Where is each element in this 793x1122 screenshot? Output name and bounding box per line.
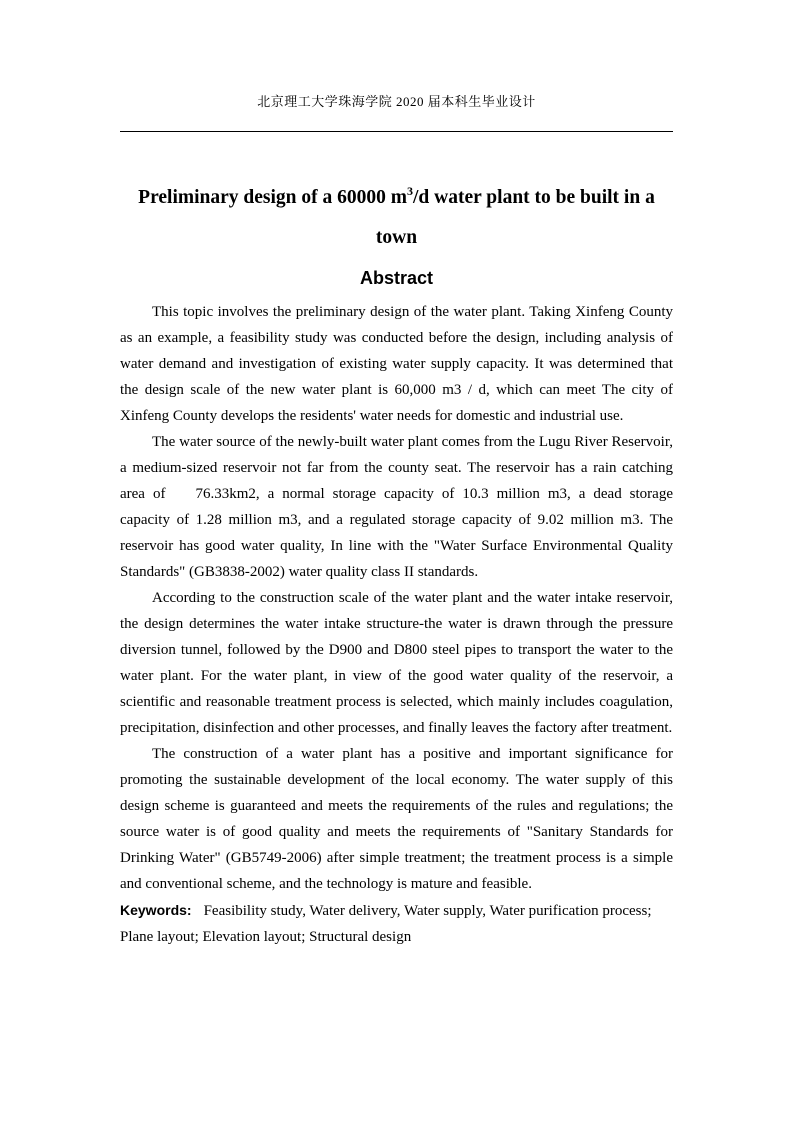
- title-superscript: 3: [407, 183, 414, 198]
- abstract-heading: Abstract: [359, 268, 434, 288]
- running-header: 北京理工大学珠海学院 2020 届本科生毕业设计: [257, 94, 536, 109]
- abstract-paragraph-3: According to the construction scale of the water plant and the water intake reservoir, the design determines the water intake structure-the water is drawn through the pressure diversion tunnel, followed by the D900 and D800 steel pipes to transport the water to the water plant. For the water plant, in view of the good water quality of the reservoir, a scientific and reasonable treatment process is selected, which mainly includes coagulation, precipitation, disinfection and other processes, and finally leaves the factory after treatment.: [120, 590, 673, 736]
- document-title: [120, 178, 673, 258]
- abstract-body: [120, 299, 673, 950]
- title-text-part1: Preliminary design of a 60000 m: [138, 187, 408, 208]
- abstract-paragraph-2-part1: The water source of the newly-built water plant comes from the Lugu River Reservoir, a medium-sized reservoir not far from the county seat. The reservoir has a rain catching area of: [120, 434, 673, 502]
- keywords-line: [120, 897, 673, 950]
- title-text-part2: /d water plant to be built in a town: [375, 187, 655, 248]
- abstract-paragraph-2: [120, 429, 673, 585]
- keywords-label: Keywords:: [120, 902, 192, 918]
- abstract-paragraph-1: This topic involves the preliminary design of the water plant. Taking Xinfeng County as an example, a feasibility study was conducted before the design, including analysis of water demand and investigation of existing water supply capacity. It was determined that the design scale of the new water plant is 60,000 m3 / d, which can meet The city of Xinfeng County develops the residents' water needs for domestic and industrial use.: [120, 304, 673, 424]
- abstract-paragraph-4: The construction of a water plant has a positive and important significance for promoting the sustainable development of the local economy. The water supply of this design scheme is guaranteed and meets the requirements of the rules and regulations; the source water is of good quality and meets the requirements of "Sanitary Standards for Drinking Water" (GB5749-2006) after simple treatment; the treatment process is a simple and conventional scheme, and the technology is mature and feasible.: [120, 746, 673, 892]
- abstract-paragraph-2-part2: 76.33km2, a normal storage capacity of 10.3 million m3, a dead storage capacity of 1.28 million m3, and a regulated storage capacity of 9.02 million m3. The reservoir has good water quality, In line with the "Water Surface Environmental Quality Standards" (GB3838-2002) water quality class II standards.: [120, 486, 673, 580]
- header-rule: [120, 131, 673, 132]
- keywords-text: Feasibility study, Water delivery, Water supply, Water purification process; Plane layout; Elevation layout; Structural design: [120, 903, 652, 945]
